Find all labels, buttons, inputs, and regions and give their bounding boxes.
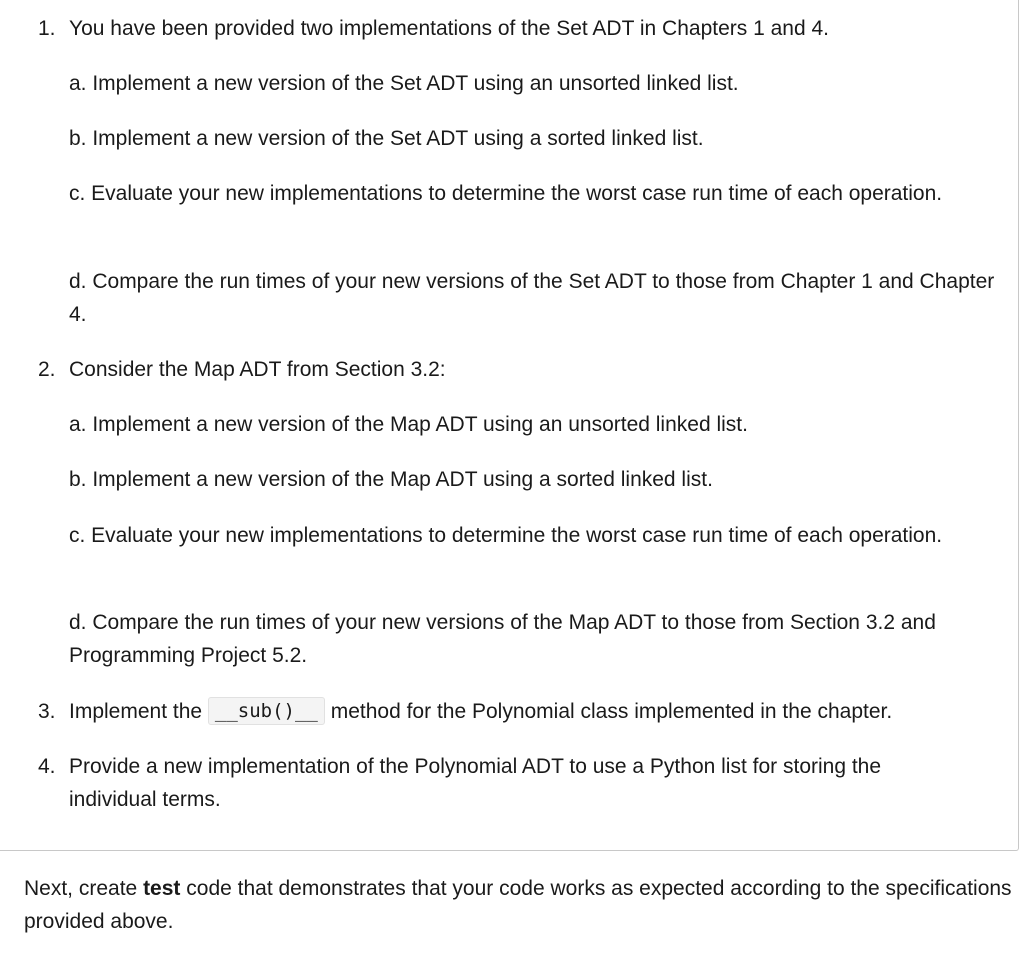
question-2a: a. Implement a new version of the Map ADT using an unsorted linked list. <box>69 413 748 436</box>
question-text: You have been provided two implementations of the Set ADT in Chapters 1 and 4. <box>69 17 829 40</box>
question-text: Provide a new implementation of the Polynomial ADT to use a Python list for storing the individual terms. <box>69 755 882 811</box>
question-number: 4. <box>38 755 56 778</box>
question-number: 1. <box>38 17 56 40</box>
question-number: 3. <box>38 700 56 723</box>
question-text: Consider the Map ADT from Section 3.2: <box>69 358 446 381</box>
question-text <box>69 695 892 728</box>
question-1a: a. Implement a new version of the Set ADT using an unsorted linked list. <box>69 72 739 95</box>
footer-text-after: code that demonstrates that your code works as expected according to the specifications provided above. <box>24 877 1012 933</box>
question-1c: c. Evaluate your new implementations to determine the worst case run time of each operation. <box>69 182 943 205</box>
question-text-before: Implement the <box>69 700 203 723</box>
question-1d: d. Compare the run times of your new versions of the Set ADT to those from Chapter 1 and Chapter 4. <box>69 270 995 326</box>
question-2d: d. Compare the run times of your new versions of the Map ADT to those from Section 3.2 and Programming Project 5.2. <box>69 611 936 667</box>
method-code: __sub()__ <box>208 697 325 725</box>
question-1b: b. Implement a new version of the Set ADT using a sorted linked list. <box>69 127 704 150</box>
footer-text-before: Next, create <box>24 877 138 900</box>
instructions-footer <box>24 872 1014 938</box>
footer-bold-word: test <box>143 877 181 900</box>
question-2b: b. Implement a new version of the Map ADT using a sorted linked list. <box>69 468 713 491</box>
question-number: 2. <box>38 358 56 381</box>
question-2c: c. Evaluate your new implementations to determine the worst case run time of each operation. <box>69 524 943 547</box>
question-text-after: method for the Polynomial class implemented in the chapter. <box>330 700 893 723</box>
